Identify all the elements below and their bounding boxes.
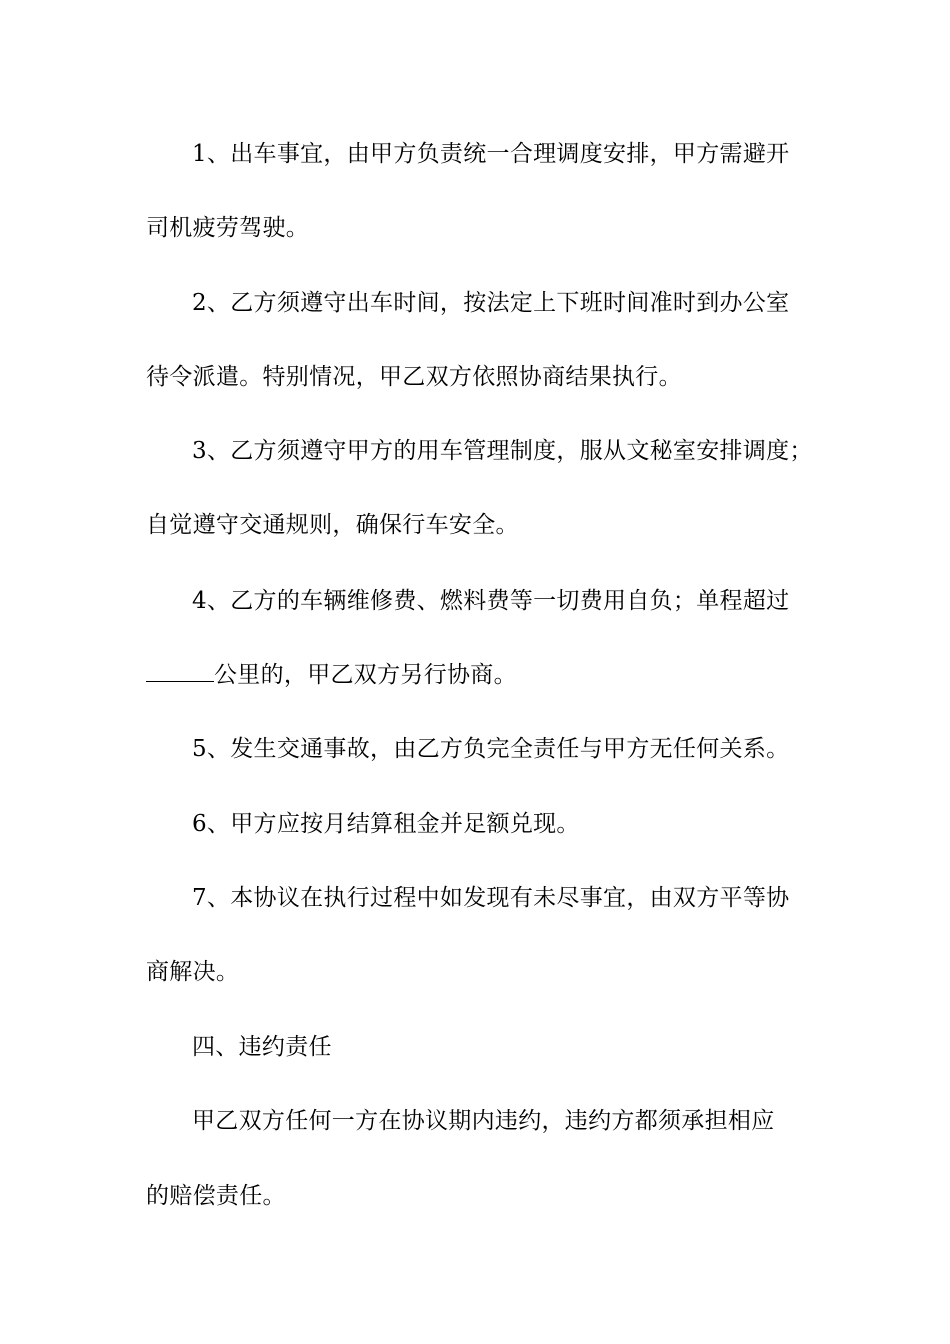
clause-2-line-2: 待令派遣。特别情况，甲乙双方依照协商结果执行。 [146, 364, 682, 390]
clause-4-line-1: 4、乙方的车辆维修费、燃料费等一切费用自负；单程超过 [192, 588, 790, 614]
clause-3-line-1: 3、乙方须遵守甲方的用车管理制度，服从文秘室安排调度； [192, 438, 813, 464]
clause-2-line-1: 2、乙方须遵守出车时间，按法定上下班时间准时到办公室 [192, 290, 790, 316]
section-4-line-2: 的赔偿责任。 [146, 1183, 286, 1209]
clause-7-line-1: 7、本协议在执行过程中如发现有未尽事宜，由双方平等协 [192, 885, 790, 911]
clause-1-line-2: 司机疲劳驾驶。 [146, 215, 310, 241]
clause-6-line-1: 6、甲方应按月结算租金并足额兑现。 [192, 811, 580, 837]
section-4-line-1: 甲乙双方任何一方在协议期内违约，违约方都须承担相应 [192, 1108, 775, 1134]
fill-in-blank [146, 661, 214, 682]
clause-1-line-1: 1、出车事宜，由甲方负责统一合理调度安排，甲方需避开 [192, 141, 790, 167]
section-4-heading: 四、违约责任 [192, 1034, 332, 1060]
clause-7-line-2: 商解决。 [146, 959, 240, 985]
clause-5-line-1: 5、发生交通事故，由乙方负完全责任与甲方无任何关系。 [192, 736, 790, 762]
clause-3-line-2: 自觉遵守交通规则，确保行车安全。 [146, 512, 519, 538]
clause-4-line-2: 公里的，甲乙双方另行协商。 [214, 662, 517, 688]
clause-4-line-2-wrapper [146, 660, 517, 690]
